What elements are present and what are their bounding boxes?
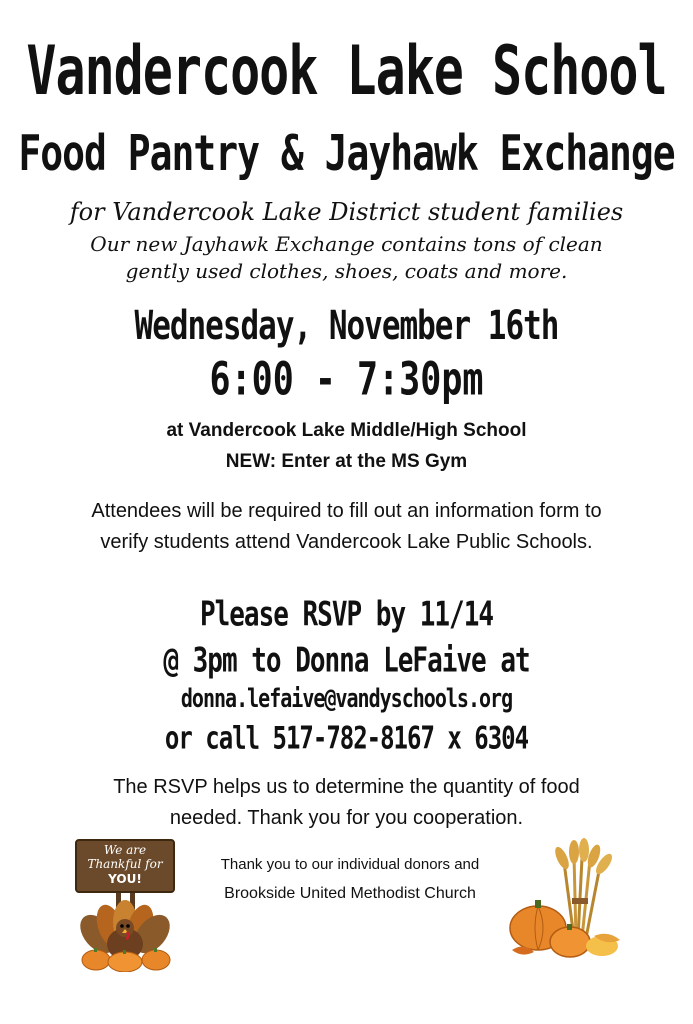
pumpkins-icon — [82, 948, 170, 972]
flyer-subtitle: Food Pantry & Jayhawk Exchange — [18, 124, 675, 182]
attendee-line-1: Attendees will be required to fill out an information form to — [91, 500, 602, 522]
harvest-illustration — [504, 838, 630, 964]
sign-line-2: Thankful for — [87, 857, 163, 871]
flyer-title: Vandercook Lake School — [26, 31, 667, 111]
event-time: 6:00 - 7:30pm — [209, 354, 484, 406]
note-line-1: The RSVP helps us to determine the quantity of food — [113, 776, 580, 798]
rsvp-email[interactable]: donna.lefaive@vandyschools.org — [180, 682, 513, 714]
attendee-line-2: verify students attend Vandercook Lake Public Schools. — [100, 531, 593, 553]
rsvp-phone: or call 517-782-8167 x 6304 — [164, 719, 529, 757]
thanks-line-1: Thank you to our individual donors and — [220, 856, 480, 873]
intro-line-2: Our new Jayhawk Exchange contains tons of clean — [90, 232, 603, 256]
sign-line-1: We are — [103, 843, 147, 857]
pumpkins-icon — [510, 900, 620, 957]
rsvp-line-1: Please RSVP by 11/14 — [199, 595, 494, 635]
location-line-2: NEW: Enter at the MS Gym — [225, 451, 468, 472]
sign-line-3: YOU! — [108, 872, 142, 886]
note-line-2: needed. Thank you for you cooperation. — [169, 807, 524, 829]
intro-line-1: for Vandercook Lake District student families — [69, 198, 624, 226]
intro-line-3: gently used clothes, shoes, coats and more. — [125, 259, 568, 283]
thanks-line-2: Brookside United Methodist Church — [224, 885, 476, 902]
turkey-sign-illustration — [68, 836, 182, 972]
rsvp-line-2: @ 3pm to Donna LeFaive at — [163, 641, 530, 681]
event-date: Wednesday, November 16th — [134, 302, 559, 350]
location-line-1: at Vandercook Lake Middle/High School — [166, 420, 527, 441]
